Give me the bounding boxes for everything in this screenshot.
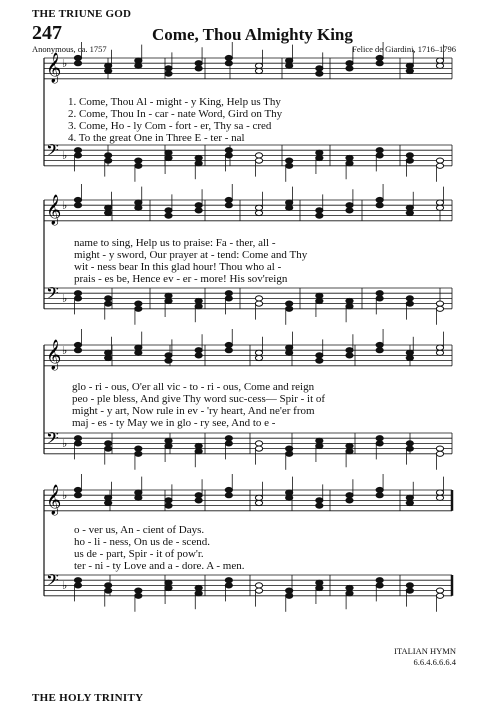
notehead	[286, 451, 293, 456]
notehead	[286, 490, 293, 495]
notehead	[255, 301, 262, 306]
flat-key-signature: ♭	[62, 199, 68, 212]
notehead	[346, 304, 353, 309]
bass-clef: 𝄢	[46, 428, 59, 452]
notehead	[135, 163, 142, 168]
meter: 6.6.4.6.6.6.4	[413, 657, 456, 667]
notehead	[105, 296, 112, 301]
notehead	[316, 585, 323, 590]
lyric-line: glo - ri - ous, O'er all vic - to - ri - ous, Come and reign	[72, 381, 315, 393]
notehead	[135, 158, 142, 163]
notehead	[436, 490, 443, 495]
notehead	[195, 203, 202, 208]
notehead	[74, 493, 81, 498]
notehead	[195, 585, 202, 590]
notehead	[225, 348, 232, 353]
notehead	[346, 61, 353, 66]
notehead	[286, 301, 293, 306]
lyric-line: peo - ple bless, And give Thy word suc-cess— Spir - it of	[72, 393, 326, 405]
hymn-title: Come, Thou Almighty King	[152, 25, 353, 44]
notehead	[286, 593, 293, 598]
treble-clef: 𝄞	[46, 53, 62, 83]
notehead	[195, 298, 202, 303]
notehead	[376, 148, 383, 153]
notehead	[105, 153, 112, 158]
notehead	[376, 441, 383, 446]
notehead	[436, 495, 443, 500]
notehead	[135, 451, 142, 456]
notehead	[165, 213, 172, 218]
notehead	[436, 350, 443, 355]
notehead	[165, 585, 172, 590]
notehead	[406, 350, 413, 355]
notehead	[406, 205, 413, 210]
notehead	[406, 158, 413, 163]
notehead	[195, 304, 202, 309]
notehead	[105, 350, 112, 355]
notehead	[346, 348, 353, 353]
notehead	[74, 153, 81, 158]
notehead	[316, 580, 323, 585]
notehead	[286, 158, 293, 163]
notehead	[165, 443, 172, 448]
notehead	[286, 63, 293, 68]
notehead	[74, 436, 81, 441]
notehead	[286, 163, 293, 168]
notehead	[255, 68, 262, 73]
flat-key-signature: ♭	[62, 489, 68, 502]
notehead	[195, 161, 202, 166]
notehead	[436, 205, 443, 210]
notehead	[255, 296, 262, 301]
flat-key-signature: ♭	[62, 437, 68, 450]
treble-clef: 𝄞	[46, 195, 62, 225]
notehead	[406, 301, 413, 306]
notehead	[286, 588, 293, 593]
lyric-line: 4. To the great One in Three E - ter - nal	[68, 132, 245, 144]
notehead	[316, 298, 323, 303]
notehead	[165, 66, 172, 71]
bass-clef: 𝄢	[46, 570, 59, 594]
notehead	[316, 71, 323, 76]
notehead	[225, 291, 232, 296]
notehead	[225, 148, 232, 153]
notehead	[195, 449, 202, 454]
notehead	[74, 441, 81, 446]
notehead	[225, 493, 232, 498]
notehead	[225, 55, 232, 60]
notehead	[316, 353, 323, 358]
notehead	[436, 593, 443, 598]
notehead	[195, 66, 202, 71]
notehead	[376, 583, 383, 588]
notehead	[135, 205, 142, 210]
notehead	[406, 446, 413, 451]
notehead	[316, 498, 323, 503]
notehead	[316, 213, 323, 218]
notehead	[165, 155, 172, 160]
notehead	[255, 583, 262, 588]
notehead	[135, 301, 142, 306]
notehead	[225, 436, 232, 441]
notehead	[346, 449, 353, 454]
notehead	[165, 580, 172, 585]
hymn-number: 247	[32, 22, 62, 44]
notehead	[105, 205, 112, 210]
notehead	[346, 298, 353, 303]
notehead	[105, 446, 112, 451]
flat-key-signature: ♭	[62, 344, 68, 357]
notehead	[316, 438, 323, 443]
notehead	[286, 446, 293, 451]
notehead	[406, 500, 413, 505]
notehead	[406, 495, 413, 500]
notehead	[195, 155, 202, 160]
lyric-line: wit - ness bear In this glad hour! Thou who al -	[74, 261, 282, 273]
notehead	[105, 301, 112, 306]
notehead	[346, 66, 353, 71]
lyric-line: might - y art, Now rule in ev - 'ry heart, And ne'er from	[72, 405, 315, 417]
notehead	[195, 591, 202, 596]
text-author: Anonymous, ca. 1757	[32, 44, 107, 54]
notehead	[255, 350, 262, 355]
notehead	[165, 208, 172, 213]
notehead	[105, 588, 112, 593]
notehead	[195, 208, 202, 213]
notehead	[346, 353, 353, 358]
footer-heading: THE HOLY TRINITY	[32, 692, 144, 704]
notehead	[74, 291, 81, 296]
notehead	[225, 203, 232, 208]
music-composer: Felice de Giardini, 1716–1796	[352, 44, 456, 54]
notehead	[376, 487, 383, 492]
notehead	[316, 208, 323, 213]
notehead	[436, 446, 443, 451]
notehead	[406, 68, 413, 73]
notehead	[105, 500, 112, 505]
notehead	[165, 150, 172, 155]
notehead	[74, 296, 81, 301]
notehead	[316, 443, 323, 448]
lyric-line: 3. Come, Ho - ly Com - fort - er, Thy sa - cred	[68, 120, 272, 132]
treble-clef: 𝄞	[46, 340, 62, 370]
notehead	[316, 155, 323, 160]
notehead	[135, 306, 142, 311]
lyric-line: ho - li - ness, On us de - scend.	[74, 536, 210, 548]
notehead	[74, 197, 81, 202]
flat-key-signature: ♭	[62, 579, 68, 592]
notehead	[436, 58, 443, 63]
lyric-line: maj - es - ty May we in glo - ry see, And to e -	[72, 417, 276, 429]
notehead	[105, 495, 112, 500]
notehead	[105, 583, 112, 588]
notehead	[74, 55, 81, 60]
notehead	[225, 441, 232, 446]
treble-clef: 𝄞	[46, 485, 62, 515]
notehead	[376, 578, 383, 583]
notehead	[135, 588, 142, 593]
notehead	[436, 63, 443, 68]
notehead	[436, 588, 443, 593]
notehead	[165, 298, 172, 303]
notehead	[135, 350, 142, 355]
notehead	[74, 61, 81, 66]
notehead	[316, 503, 323, 508]
notehead	[195, 443, 202, 448]
notehead	[225, 61, 232, 66]
notehead	[135, 63, 142, 68]
notehead	[406, 296, 413, 301]
notehead	[165, 293, 172, 298]
lyric-line: name to sing, Help us to praise: Fa - ther, all -	[74, 237, 276, 249]
notehead	[255, 205, 262, 210]
notehead	[225, 197, 232, 202]
notehead	[406, 153, 413, 158]
notehead	[436, 200, 443, 205]
notehead	[165, 438, 172, 443]
notehead	[406, 441, 413, 446]
notehead	[255, 158, 262, 163]
notehead	[105, 68, 112, 73]
lyric-line: o - ver us, An - cient of Days.	[74, 524, 205, 536]
notehead	[74, 342, 81, 347]
notehead	[135, 345, 142, 350]
lyric-line: might - y sword, Our prayer at - tend: Come and Thy	[74, 249, 308, 261]
notehead	[346, 161, 353, 166]
notehead	[346, 443, 353, 448]
notehead	[286, 58, 293, 63]
notehead	[316, 293, 323, 298]
notehead	[135, 490, 142, 495]
notehead	[436, 306, 443, 311]
notehead	[436, 301, 443, 306]
notehead	[165, 358, 172, 363]
notehead	[406, 355, 413, 360]
notehead	[376, 291, 383, 296]
notehead	[316, 358, 323, 363]
notehead	[376, 61, 383, 66]
notehead	[105, 441, 112, 446]
notehead	[195, 348, 202, 353]
notehead	[286, 495, 293, 500]
notehead	[225, 153, 232, 158]
flat-key-signature: ♭	[62, 149, 68, 162]
notehead	[225, 487, 232, 492]
notehead	[74, 583, 81, 588]
notehead	[436, 158, 443, 163]
notehead	[376, 296, 383, 301]
notehead	[255, 441, 262, 446]
notehead	[406, 63, 413, 68]
notehead	[436, 345, 443, 350]
lyric-line: us de - part, Spir - it of pow'r.	[74, 548, 204, 560]
notehead	[255, 500, 262, 505]
section-heading: THE TRIUNE GOD	[32, 8, 132, 20]
notehead	[255, 588, 262, 593]
notehead	[74, 348, 81, 353]
notehead	[376, 436, 383, 441]
notehead	[195, 493, 202, 498]
notehead	[225, 583, 232, 588]
notehead	[376, 342, 383, 347]
notehead	[376, 153, 383, 158]
notehead	[255, 446, 262, 451]
notehead	[406, 588, 413, 593]
notehead	[165, 503, 172, 508]
bass-clef: 𝄢	[46, 283, 59, 307]
notehead	[286, 200, 293, 205]
notehead	[255, 355, 262, 360]
notehead	[135, 593, 142, 598]
notehead	[195, 353, 202, 358]
notehead	[286, 345, 293, 350]
notehead	[135, 58, 142, 63]
notehead	[346, 493, 353, 498]
lyric-line: 2. Come, Thou In - car - nate Word, Gird on Thy	[68, 108, 283, 120]
bass-clef: 𝄢	[46, 140, 59, 164]
notehead	[436, 163, 443, 168]
notehead	[286, 205, 293, 210]
notehead	[346, 208, 353, 213]
notehead	[346, 591, 353, 596]
notehead	[225, 342, 232, 347]
notehead	[105, 355, 112, 360]
notehead	[135, 446, 142, 451]
notehead	[165, 498, 172, 503]
notehead	[346, 585, 353, 590]
notehead	[135, 495, 142, 500]
notehead	[346, 498, 353, 503]
notehead	[105, 158, 112, 163]
notehead	[255, 153, 262, 158]
notehead	[195, 61, 202, 66]
notehead	[316, 150, 323, 155]
lyric-line: prais - es be, Hence ev - er - more! His sov'reign	[74, 273, 288, 285]
notehead	[406, 583, 413, 588]
notehead	[255, 210, 262, 215]
flat-key-signature: ♭	[62, 292, 68, 305]
notehead	[346, 155, 353, 160]
notehead	[436, 451, 443, 456]
notehead	[74, 203, 81, 208]
notehead	[286, 350, 293, 355]
lyric-line: 1. Come, Thou Al - might - y King, Help us Thy	[68, 96, 281, 108]
notehead	[406, 210, 413, 215]
notehead	[195, 498, 202, 503]
notehead	[346, 203, 353, 208]
notehead	[376, 493, 383, 498]
notehead	[255, 495, 262, 500]
notehead	[135, 200, 142, 205]
notehead	[105, 210, 112, 215]
lyric-line: ter - ni - ty Love and a - dore. A - men.	[74, 560, 245, 572]
notehead	[376, 348, 383, 353]
notehead	[74, 578, 81, 583]
notehead	[105, 63, 112, 68]
notehead	[376, 55, 383, 60]
notehead	[165, 353, 172, 358]
notehead	[165, 71, 172, 76]
notehead	[316, 66, 323, 71]
notehead	[255, 63, 262, 68]
flat-key-signature: ♭	[62, 57, 68, 70]
notehead	[225, 296, 232, 301]
notehead	[286, 306, 293, 311]
tune-name: ITALIAN HYMN	[394, 646, 456, 656]
notehead	[74, 148, 81, 153]
notehead	[74, 487, 81, 492]
notehead	[225, 578, 232, 583]
notehead	[376, 203, 383, 208]
notehead	[376, 197, 383, 202]
